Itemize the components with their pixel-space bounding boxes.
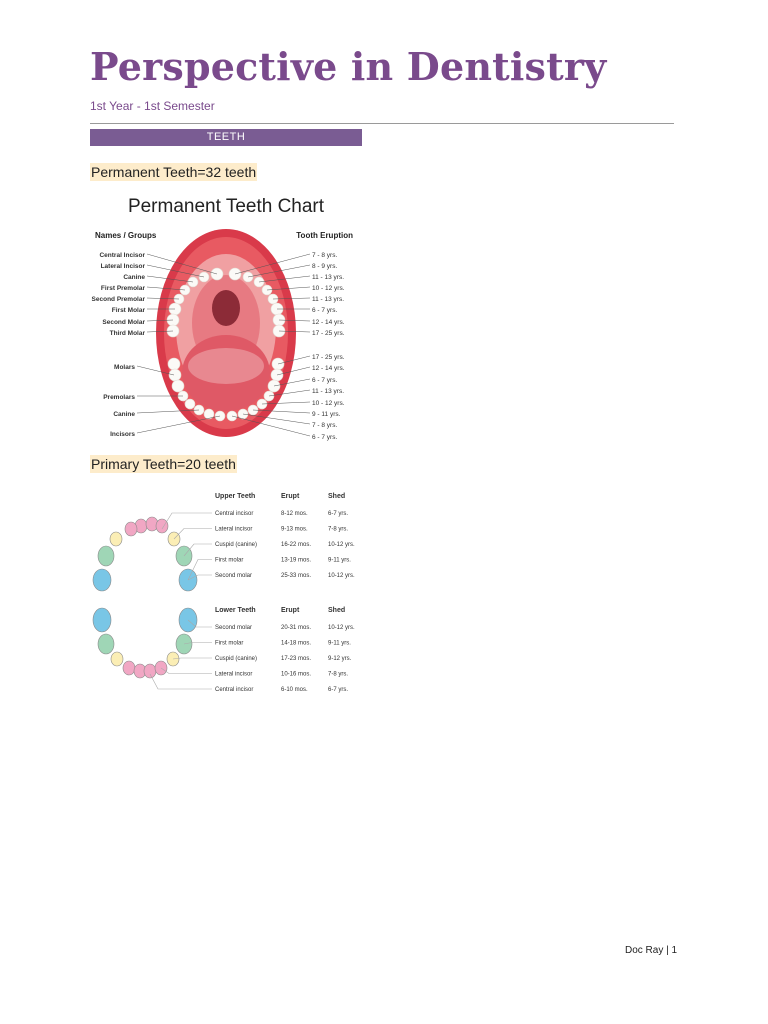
- primary-table-cell: 10-12 yrs.: [328, 542, 355, 548]
- lower-eruption-label: 6 - 7 yrs.: [312, 434, 338, 441]
- primary-table-cell: 6-10 mos.: [281, 687, 308, 693]
- primary-teeth-chart: [90, 484, 362, 694]
- primary-incisor-tooth: [125, 522, 137, 536]
- leader-line: [162, 513, 212, 529]
- lower-eruption-label: 7 - 8 yrs.: [312, 422, 338, 429]
- primary-table-header: Erupt: [281, 607, 300, 614]
- primary-table-cell: 6-7 yrs.: [328, 687, 349, 693]
- section-bar-teeth: TEETH: [90, 129, 362, 146]
- upper-eruption-label: 17 - 25 yrs.: [312, 330, 345, 337]
- upper-eruption-label: 8 - 9 yrs.: [312, 263, 338, 270]
- primary-table-cell: 25-33 mos.: [281, 573, 312, 579]
- page-title: Perspective in Dentistry: [90, 44, 607, 89]
- primary-table-cell: Lateral incisor: [215, 526, 253, 533]
- page-footer: Doc Ray | 1: [625, 945, 678, 956]
- lower-eruption-label: 6 - 7 yrs.: [312, 377, 338, 384]
- primary-table-cell: 10-12 yrs.: [328, 573, 355, 579]
- page-subtitle: 1st Year - 1st Semester: [90, 99, 215, 113]
- primary-table-cell: 13-19 mos.: [281, 557, 312, 564]
- primary-table-cell: First molar: [215, 640, 244, 647]
- primary-canine-tooth: [111, 652, 123, 666]
- primary-table-cell: 9-12 yrs.: [328, 656, 352, 662]
- primary-table-header: Shed: [328, 607, 346, 614]
- primary-table-cell: 14-18 mos.: [281, 640, 312, 647]
- lower-eruption-label: 17 - 25 yrs.: [312, 354, 345, 361]
- primary-table-cell: Cuspid (canine): [215, 656, 258, 662]
- primary-table-header: Lower Teeth: [215, 607, 256, 614]
- primary-table-header: Erupt: [281, 493, 300, 500]
- primary-table-cell: 20-31 mos.: [281, 625, 312, 631]
- tooth-name-label: Lateral Incisor: [100, 263, 145, 270]
- header-divider: [90, 123, 674, 124]
- names-groups-header: Names / Groups: [95, 231, 157, 240]
- leader-line: [161, 668, 212, 674]
- tooth-name-label: Second Premolar: [91, 296, 145, 303]
- primary-table-cell: 7-8 yrs.: [328, 526, 349, 533]
- upper-eruption-label: 7 - 8 yrs.: [312, 252, 338, 259]
- primary-incisor-tooth: [123, 661, 135, 675]
- primary-table-cell: First molar: [215, 557, 244, 564]
- primary-table-header: Upper Teeth: [215, 493, 256, 500]
- primary-second-molar-tooth: [93, 608, 111, 632]
- lower-eruption-label: 9 - 11 yrs.: [312, 411, 341, 418]
- primary-table-cell: 9-13 mos.: [281, 526, 308, 533]
- primary-table-header: Shed: [328, 493, 346, 500]
- upper-eruption-label: 11 - 13 yrs.: [312, 296, 345, 303]
- primary-second-molar-tooth: [93, 569, 111, 591]
- primary-canine-tooth: [110, 532, 122, 546]
- primary-first-molar-tooth: [98, 634, 114, 654]
- primary-upper-arch: [93, 517, 197, 591]
- upper-eruption-label: 6 - 7 yrs.: [312, 307, 338, 314]
- primary-table-cell: 8-12 mos.: [281, 511, 308, 517]
- primary-table-cell: 10-12 yrs.: [328, 625, 355, 631]
- upper-eruption-label: 11 - 13 yrs.: [312, 274, 345, 281]
- permanent-teeth-label: Permanent Teeth=32 teeth: [91, 164, 257, 180]
- tooth-name-label: Central Incisor: [99, 252, 145, 259]
- upper-eruption-label: 10 - 12 yrs.: [312, 285, 345, 292]
- primary-incisor-tooth: [156, 519, 168, 533]
- leader-line: [150, 674, 212, 689]
- permanent-chart-title: Permanent Teeth Chart: [127, 196, 325, 217]
- primary-table-cell: Lateral incisor: [215, 671, 253, 678]
- upper-eruption-label: 12 - 14 yrs.: [312, 319, 345, 326]
- tooth-group-label: Premolars: [103, 394, 135, 401]
- primary-table-cell: 6-7 yrs.: [328, 511, 349, 517]
- primary-table-cell: Central incisor: [215, 687, 254, 693]
- tooth-name-label: Canine: [123, 274, 145, 281]
- primary-table-cell: Central incisor: [215, 511, 254, 517]
- primary-table-cell: 10-16 mos.: [281, 671, 312, 678]
- tooth-name-label: Second Molar: [102, 319, 145, 326]
- lower-eruption-label: 11 - 13 yrs.: [312, 388, 345, 395]
- tooth-group-label: Canine: [113, 411, 135, 418]
- primary-lower-arch: [93, 608, 197, 678]
- primary-table-cell: 16-22 mos.: [281, 542, 312, 548]
- primary-table-cell: 9-11 yrs.: [328, 557, 351, 564]
- tooth-eruption-header: Tooth Eruption: [296, 231, 353, 240]
- tooth-name-label: Third Molar: [109, 330, 145, 337]
- primary-table-cell: 17-23 mos.: [281, 656, 312, 662]
- primary-table-cell: 7-8 yrs.: [328, 671, 349, 678]
- primary-first-molar-tooth: [98, 546, 114, 566]
- lower-eruption-label: 12 - 14 yrs.: [312, 365, 345, 372]
- tooth-name-label: First Molar: [111, 307, 145, 314]
- tooth-group-label: Molars: [114, 364, 135, 371]
- primary-table-cell: Second molar: [215, 573, 253, 579]
- primary-table-cell: 9-11 yrs.: [328, 640, 351, 647]
- primary-table-cell: Cuspid (canine): [215, 542, 258, 548]
- primary-incisor-tooth: [144, 664, 156, 678]
- primary-teeth-label: Primary Teeth=20 teeth: [91, 456, 236, 472]
- permanent-teeth-chart: [90, 188, 362, 446]
- lower-eruption-label: 10 - 12 yrs.: [312, 400, 345, 407]
- tooth-name-label: First Premolar: [100, 285, 145, 292]
- primary-table-cell: Second molar: [215, 625, 253, 631]
- tooth-group-label: Incisors: [110, 431, 135, 438]
